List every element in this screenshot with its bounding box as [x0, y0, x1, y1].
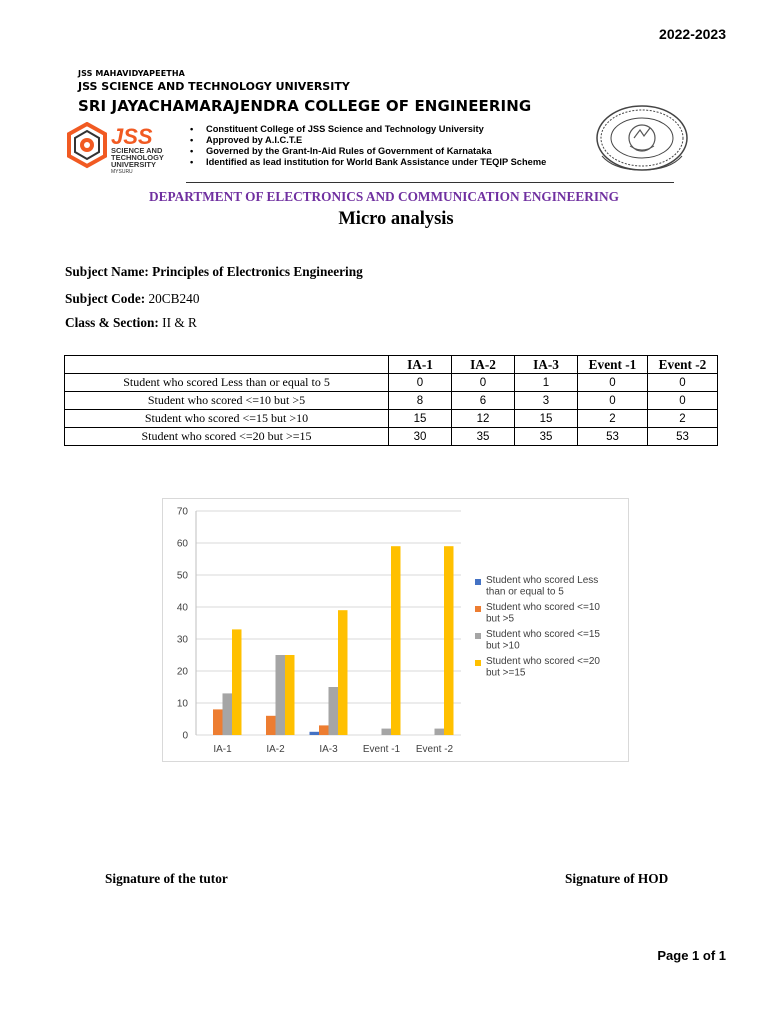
table-cell: 2 — [648, 410, 718, 428]
y-tick-label: 0 — [182, 730, 188, 742]
score-table — [64, 355, 718, 446]
table-cell: 12 — [452, 410, 515, 428]
table-cell: 0 — [452, 374, 515, 392]
academic-year: 2022-2023 — [659, 26, 726, 42]
bar — [310, 732, 320, 735]
signature-tutor: Signature of the tutor — [105, 871, 228, 886]
table-cell: 30 — [389, 428, 452, 446]
class-section — [65, 315, 197, 331]
table-header-cell: IA-2 — [452, 356, 515, 374]
row-label: Student who scored <=15 but >10 — [65, 410, 389, 428]
y-tick-label: 40 — [176, 602, 188, 614]
table-cell: 15 — [389, 410, 452, 428]
college-accreditation-list — [190, 124, 546, 168]
bar — [276, 655, 286, 735]
subject-code-value: 20CB240 — [148, 291, 200, 306]
table-header-blank — [65, 356, 389, 374]
accreditation-item: • Approved by A.I.C.T.E — [190, 135, 546, 146]
legend-swatch — [475, 606, 481, 612]
signature-hod: Signature of HOD — [565, 871, 669, 886]
table-cell: 0 — [648, 392, 718, 410]
table-cell: 53 — [648, 428, 718, 446]
table-header-cell: IA-1 — [389, 356, 452, 374]
legend-label: Student who scored Less than or equal to 5 — [486, 575, 599, 598]
score-chart — [162, 498, 629, 762]
subject-name — [65, 264, 363, 280]
bar — [329, 687, 339, 735]
y-tick-label: 60 — [176, 538, 188, 550]
table-cell: 0 — [578, 392, 648, 410]
table-header-cell: Event -2 — [648, 356, 718, 374]
bar — [444, 546, 454, 735]
logo-line-3: UNIVERSITY — [111, 160, 157, 169]
table-cell: 3 — [515, 392, 578, 410]
college-seal — [594, 104, 690, 172]
table-cell: 0 — [648, 374, 718, 392]
x-tick-label: IA-1 — [213, 744, 232, 755]
bar — [319, 725, 329, 735]
accreditation-item: • Governed by the Grant-In-Aid Rules of Government of Karnataka — [190, 146, 546, 157]
accreditation-item: • Constituent College of JSS Science and Technology University — [190, 124, 546, 135]
row-label: Student who scored <=20 but >=15 — [65, 428, 389, 446]
bar — [391, 546, 401, 735]
legend-swatch — [475, 660, 481, 666]
subject-name-value: Principles of Electronics Engineering — [152, 264, 363, 279]
table-header-cell: IA-3 — [515, 356, 578, 374]
x-tick-label: Event -2 — [415, 744, 454, 755]
table-cell: 8 — [389, 392, 452, 410]
table-header-row — [65, 356, 718, 374]
x-tick-label: Event -1 — [362, 744, 401, 755]
table-cell: 1 — [515, 374, 578, 392]
bar — [435, 729, 445, 735]
college-name: SRI JAYACHAMARAJENDRA COLLEGE OF ENGINEERING — [78, 97, 532, 115]
y-tick-label: 20 — [176, 666, 188, 678]
legend-label: Student who scored <=15 but >10 — [486, 629, 600, 652]
page-title: Micro analysis — [338, 209, 454, 229]
x-tick-label: IA-3 — [319, 744, 338, 755]
table-row — [65, 410, 718, 428]
legend-swatch — [475, 633, 481, 639]
subject-name-label: Subject Name: — [65, 264, 149, 279]
legend-label: Student who scored <=10 but >5 — [486, 602, 600, 625]
page-number: Page 1 of 1 — [657, 948, 726, 963]
bar — [266, 716, 276, 735]
class-section-value: II & R — [162, 315, 197, 330]
jss-logo — [65, 122, 190, 174]
logo-line-2: TECHNOLOGY — [111, 153, 164, 162]
table-cell: 0 — [389, 374, 452, 392]
org-line-1: JSS MAHAVIDYAPEETHA — [78, 69, 185, 78]
table-cell: 53 — [578, 428, 648, 446]
header-divider — [186, 182, 674, 183]
y-tick-label: 50 — [176, 570, 188, 582]
bar — [382, 729, 392, 735]
college-seal-icon — [597, 106, 687, 170]
table-cell: 6 — [452, 392, 515, 410]
table-cell: 15 — [515, 410, 578, 428]
y-tick-label: 30 — [176, 634, 188, 646]
logo-line-1: SCIENCE AND — [111, 146, 163, 155]
subject-code — [65, 291, 199, 307]
legend-label: Student who scored <=20 but >=15 — [486, 656, 600, 679]
x-tick-label: IA-2 — [266, 744, 285, 755]
department-name: DEPARTMENT OF ELECTRONICS AND COMMUNICATION ENGINEERING — [148, 189, 619, 204]
y-tick-label: 70 — [176, 506, 188, 518]
row-label: Student who scored Less than or equal to 5 — [65, 374, 389, 392]
chart-svg — [163, 499, 628, 761]
class-section-label: Class & Section: — [65, 315, 159, 330]
org-line-2: JSS SCIENCE AND TECHNOLOGY UNIVERSITY — [78, 80, 350, 93]
bar — [232, 629, 242, 735]
table-cell: 2 — [578, 410, 648, 428]
bar — [338, 610, 348, 735]
y-tick-label: 10 — [176, 698, 188, 710]
table-header-cell: Event -1 — [578, 356, 648, 374]
table-row — [65, 374, 718, 392]
table-cell: 35 — [515, 428, 578, 446]
subject-code-label: Subject Code: — [65, 291, 146, 306]
logo-line-4: MYSURU — [111, 169, 133, 174]
table-row — [65, 392, 718, 410]
bar — [285, 655, 295, 735]
bar — [213, 709, 223, 735]
jss-emblem-icon — [69, 124, 105, 166]
table-row — [65, 428, 718, 446]
table-cell: 0 — [578, 374, 648, 392]
accreditation-item: • Identified as lead institution for World Bank Assistance under TEQIP Scheme — [190, 157, 546, 168]
jss-logo-text: JSS — [111, 124, 153, 149]
row-label: Student who scored <=10 but >5 — [65, 392, 389, 410]
bar — [223, 693, 233, 735]
legend-swatch — [475, 579, 481, 585]
table-cell: 35 — [452, 428, 515, 446]
